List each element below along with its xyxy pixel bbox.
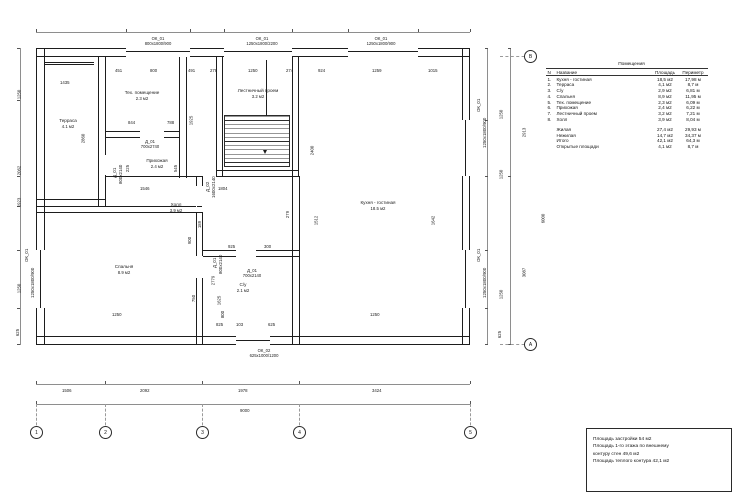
dim-1512: 1512 — [313, 215, 319, 226]
dim-bottom-1506: 1506 — [62, 388, 72, 393]
dim-line-right-1 — [487, 48, 488, 345]
dim-2860: 2860 — [80, 133, 86, 144]
note-line-2: Площадь 1-го этажа по внешнему — [593, 444, 669, 450]
stair-treads — [224, 115, 290, 167]
table-row-total: Жилая 27,4 м2 29,93 м — [556, 126, 701, 132]
dim-189: 189 — [197, 220, 203, 229]
axis-bubble-4: 4 — [293, 426, 306, 439]
wall-stair-right — [292, 56, 293, 176]
spec-header-n: N — [547, 69, 551, 75]
dim-1259: 1259 — [372, 68, 382, 73]
dim-1015: 1015 — [428, 68, 438, 73]
window-label-2: ОК_01 1250х1800/2200 — [246, 36, 278, 47]
window-label-6: ОК_01 — [24, 248, 29, 262]
dim-1804: 1804 — [218, 186, 228, 191]
wall-stair-bottom-2 — [216, 176, 299, 177]
terrace-rail-top — [44, 62, 94, 63]
dim-line-top — [36, 32, 470, 33]
window-glass-6 — [40, 250, 41, 308]
window-label-1: ОК_01 800х1800/900 — [144, 36, 172, 47]
dim-right-1250b: 1250 — [498, 169, 504, 180]
table-row: 7. Лестничный проем 3,2 м2 7,21 м — [547, 111, 700, 117]
table-row: 3. С/у 2,9 м2 6,81 м — [547, 88, 700, 94]
table-row: 4. Спальня 8,9 м2 11,95 м — [547, 93, 701, 99]
dim-bottom-9000: 9000 — [240, 408, 250, 413]
axis-bubble-B: B — [524, 50, 537, 63]
spec-header-name: Название — [556, 69, 578, 75]
wall-stair-left-2 — [222, 56, 223, 176]
dim-left-1250b: 1250 — [16, 283, 22, 294]
window-opening-5b — [469, 250, 470, 308]
door-opening-bedroom — [196, 256, 197, 278]
dim-274: 274 — [286, 68, 294, 73]
wall-tech-right-2 — [186, 56, 187, 137]
wall-center-right-2 — [299, 176, 300, 344]
axis-bubble-3: 3 — [196, 426, 209, 439]
table-row: 2. Терраса 4,1 м2 8,7 м — [547, 82, 699, 88]
room-label-tech: Тех. помещение 2.3 м2 — [124, 90, 160, 101]
door-opening-hall — [196, 186, 197, 212]
dim-right-625: 625 — [497, 330, 503, 339]
dim-103: 103 — [236, 322, 244, 327]
table-row-total: Итого 42,1 м2 64,3 м — [556, 138, 700, 144]
dim-900: 900 — [187, 236, 193, 245]
room-label-hall: Холл 3.9 м2 — [169, 202, 183, 213]
room-label-kitchen-living: Кухня - гостиная 18.5 м2 — [360, 200, 396, 211]
dim-1642: 1642 — [430, 215, 436, 226]
room-label-bathroom: С/у 2.1 м2 — [236, 282, 250, 293]
axis-bubble-2: 2 — [99, 426, 112, 439]
dim-right-1250: 1250 — [498, 109, 504, 120]
spec-header-area: Площадь — [655, 69, 675, 75]
dim-bottom-3424: 3424 — [372, 388, 382, 393]
window-opening-6 — [36, 250, 37, 308]
window-glass-1 — [126, 51, 190, 52]
dim-1435: 1435 — [60, 80, 70, 85]
wall-prih-right-2 — [186, 137, 187, 178]
window-label-5-size: 1250х1800/900 — [482, 267, 487, 298]
dim-left-1250: 1250 — [16, 89, 22, 100]
dim-300: 300 — [264, 244, 272, 249]
dim-800b: 800 — [220, 310, 226, 319]
window-glass-2 — [224, 51, 292, 52]
dim-278: 278 — [210, 68, 218, 73]
dim-6000: 6000 — [540, 213, 546, 224]
dim-line-bottom-1 — [36, 384, 470, 385]
dim-750: 750 — [191, 294, 197, 303]
dim-2779: 2779 — [210, 275, 216, 286]
window-glass-7 — [236, 340, 270, 341]
dim-844: 844 — [128, 120, 136, 125]
axis-bubble-1: 1 — [30, 426, 43, 439]
dim-2913: 2913 — [521, 127, 527, 138]
door-label-2-size: 800х2140 — [118, 164, 123, 184]
room-label-bedroom: Спальня 8.9 м2 — [114, 264, 134, 275]
wall-terrace-right — [98, 56, 99, 206]
dim-bottom-2092: 2092 — [140, 388, 150, 393]
door-label-4-size: 800х2140 — [218, 254, 223, 274]
terrace-rail-top-2 — [44, 64, 94, 65]
dim-left-625: 625 — [15, 328, 21, 337]
dim-3087-right: 3087 — [521, 267, 527, 278]
wall-prih-right — [179, 137, 180, 178]
dim-1925: 1925 — [188, 115, 194, 126]
table-row: 8. Холл 3,9 м2 8,04 м — [547, 117, 700, 123]
window-opening-3 — [348, 48, 418, 49]
door-opening-tech — [140, 131, 164, 132]
spec-header-perimeter: Периметр — [682, 69, 704, 75]
door-label-4: Д_01 — [212, 257, 217, 268]
note-line-3: контуру стен 49,6 м2 — [593, 451, 640, 457]
table-row-total: Нежилая 14,7 м2 34,37 м — [556, 132, 701, 138]
window-label-5: ОК_01 — [476, 248, 481, 262]
dim-1250-bed: 1250 — [112, 312, 122, 317]
table-row: 1. Кухня - гостиная 18,5 м2 17,98 м — [546, 76, 708, 82]
wall-stair-left — [216, 56, 217, 176]
window-label-7: ОК_02 625х1000/1200 — [249, 348, 279, 359]
area-summary-note — [586, 428, 732, 492]
window-label-6-size: 1250х1800/900 — [30, 267, 35, 298]
dim-451: 451 — [115, 68, 123, 73]
dim-1546: 1546 — [140, 186, 150, 191]
window-glass-5 — [465, 250, 466, 308]
window-opening-6b — [44, 250, 45, 308]
window-opening-5 — [462, 250, 463, 308]
door-opening-bath-2 — [236, 256, 256, 257]
dim-788: 788 — [167, 120, 175, 125]
dim-545: 545 — [173, 164, 179, 173]
wall-tech-right — [179, 56, 180, 137]
room-label-hallway: Прихожая 2.4 м2 — [146, 158, 168, 169]
dim-line-right-2 — [510, 48, 511, 345]
door-opening-bedroom-2 — [202, 256, 203, 278]
dim-625: 625 — [268, 322, 276, 327]
window-glass-3 — [348, 51, 418, 52]
dim-line-bottom-2 — [36, 404, 470, 405]
window-label-4-size: 1250х1800/900 — [482, 117, 487, 148]
door-opening-bath — [236, 250, 256, 251]
dim-left-1923: 1923 — [16, 197, 22, 208]
wall-terrace-bottom — [36, 199, 106, 200]
window-opening-2 — [224, 48, 292, 49]
dim-left-2062: 2062 — [16, 165, 22, 176]
door-opening-hall-2 — [202, 186, 203, 212]
dim-825: 825 — [216, 322, 224, 327]
door-label-3: Д_02 — [205, 181, 210, 192]
wall-stair-bottom — [216, 170, 299, 171]
door-opening-terrace — [105, 155, 106, 175]
wall-center-right — [292, 176, 293, 344]
dim-925: 925 — [228, 244, 236, 249]
dim-225: 225 — [125, 164, 131, 173]
door-opening-tech-2 — [140, 137, 164, 138]
window-opening-7b — [236, 344, 270, 345]
dim-279: 279 — [285, 210, 291, 219]
dim-924: 924 — [318, 68, 326, 73]
dim-right-1250c: 1250 — [498, 289, 504, 300]
dim-800: 800 — [150, 68, 158, 73]
note-line-1: Площадь застройки 54 м2 — [593, 437, 652, 442]
window-opening-7 — [236, 336, 270, 337]
door-label-5: Д_01 700х2140 — [242, 268, 262, 279]
dim-491: 491 — [188, 68, 196, 73]
dim-1250: 1250 — [248, 68, 258, 73]
door-label-3-size: 1600х2140 — [211, 176, 216, 198]
note-line-4: Площадь теплого контура 42,1 м2 — [593, 459, 670, 465]
wall-stair-right-2 — [298, 56, 299, 176]
stair-direction-arrow — [263, 150, 267, 154]
window-glass-4 — [465, 120, 466, 176]
door-label-2: Д_01 — [112, 167, 117, 178]
window-opening-1 — [126, 48, 190, 49]
room-label-stairwell: Лестничный проем 3.2 м2 — [237, 88, 279, 99]
spec-group-title: Помещения — [618, 62, 645, 68]
window-opening-4 — [462, 120, 463, 176]
room-label-terrace: Терраса 4.1 м2 — [59, 118, 77, 129]
table-row: 5. Тех. помещение 2,3 м2 6,09 м — [547, 99, 700, 105]
door-label-1: Д_01 700х2740 — [140, 139, 160, 150]
axis-bubble-A: A — [524, 338, 537, 351]
dim-bottom-1978: 1978 — [238, 388, 248, 393]
table-row: 6. Прихожая 2,4 м2 6,22 м — [547, 105, 700, 111]
window-opening-3b — [348, 56, 418, 57]
table-row-total: Открытые площади 4,1 м2 8,7 м — [556, 144, 699, 150]
room-schedule-table — [546, 62, 708, 150]
window-opening-2b — [224, 56, 292, 57]
dim-2400: 2400 — [309, 145, 315, 156]
axis-bubble-5: 5 — [464, 426, 477, 439]
dim-1625: 1625 — [216, 295, 222, 306]
window-label-3: ОК_01 1250х1800/900 — [366, 36, 396, 47]
window-label-4: ОК_01 — [476, 98, 481, 112]
window-opening-1b — [126, 56, 190, 57]
window-opening-4b — [469, 120, 470, 176]
dim-1250-kit: 1250 — [370, 312, 380, 317]
